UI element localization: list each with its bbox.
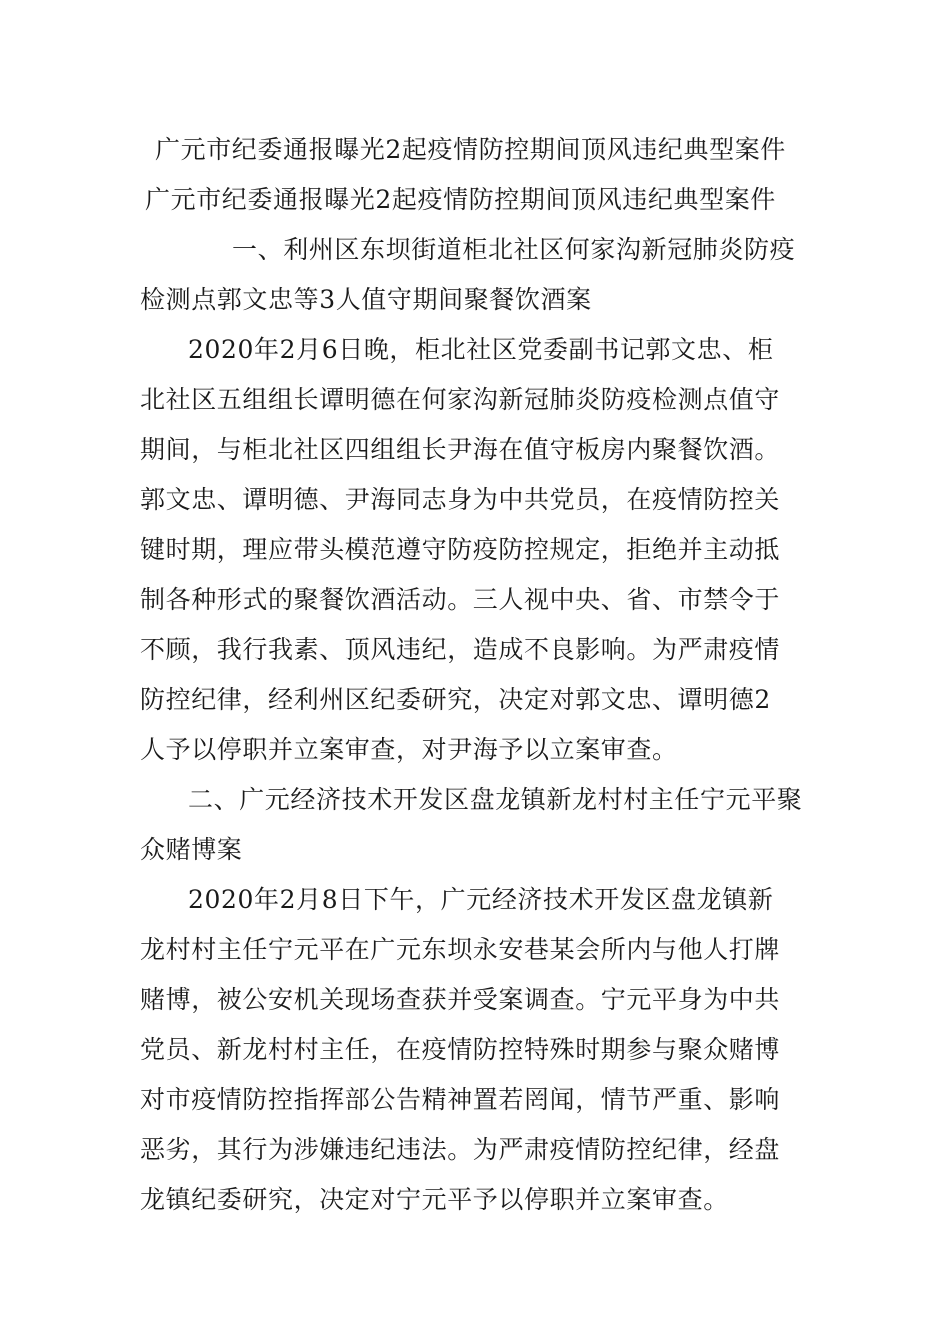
case1-body-line: 防控纪律，经利州区纪委研究，决定对郭文忠、谭明德2 (140, 685, 771, 714)
case2-body-line: 龙村村主任宁元平在广元东坝永安巷某会所内与他人打牌 (140, 935, 781, 964)
case1-body-line: 期间，与柜北社区四组组长尹海在值守板房内聚餐饮酒。 (140, 435, 781, 464)
case2-body-line: 对市疫情防控指挥部公告精神置若罔闻，情节严重、影响 (140, 1085, 781, 1114)
case1-body-line: 键时期，理应带头模范遵守防疫防控规定，拒绝并主动抵 (140, 535, 781, 564)
case2-body-line: 2020年2月8日下午，广元经济技术开发区盘龙镇新 (188, 885, 774, 914)
case1-body-line: 制各种形式的聚餐饮酒活动。三人视中央、省、市禁令于 (140, 585, 781, 614)
document-title-repeat: 广元市纪委通报曝光2起疫情防控期间顶风违纪典型案件 (145, 185, 776, 214)
case1-heading-line: 检测点郭文忠等3人值守期间聚餐饮酒案 (140, 285, 592, 314)
case2-heading-line: 二、广元经济技术开发区盘龙镇新龙村村主任宁元平聚 (188, 785, 803, 814)
document-title: 广元市纪委通报曝光2起疫情防控期间顶风违纪典型案件 (155, 135, 786, 164)
case2-body-line: 恶劣，其行为涉嫌违纪违法。为严肃疫情防控纪律，经盘 (140, 1135, 781, 1164)
case1-heading-line: 一、利州区东坝街道柜北社区何家沟新冠肺炎防疫 (232, 235, 796, 264)
case2-heading-line: 众赌博案 (140, 835, 243, 864)
case1-body-line: 2020年2月6日晚，柜北社区党委副书记郭文忠、柜 (188, 335, 774, 364)
case1-body-line: 郭文忠、谭明德、尹海同志身为中共党员，在疫情防控关 (140, 485, 781, 514)
case2-body-line: 赌博，被公安机关现场查获并受案调查。宁元平身为中共 (140, 985, 781, 1014)
case1-body-line: 不顾，我行我素、顶风违纪，造成不良影响。为严肃疫情 (140, 635, 781, 664)
case1-body-line: 人予以停职并立案审查，对尹海予以立案审查。 (140, 735, 678, 764)
case2-body-line: 龙镇纪委研究，决定对宁元平予以停职并立案审查。 (140, 1185, 729, 1214)
case1-body-line: 北社区五组组长谭明德在何家沟新冠肺炎防疫检测点值守 (140, 385, 781, 414)
case2-body-line: 党员、新龙村村主任，在疫情防控特殊时期参与聚众赌博 (140, 1035, 781, 1064)
